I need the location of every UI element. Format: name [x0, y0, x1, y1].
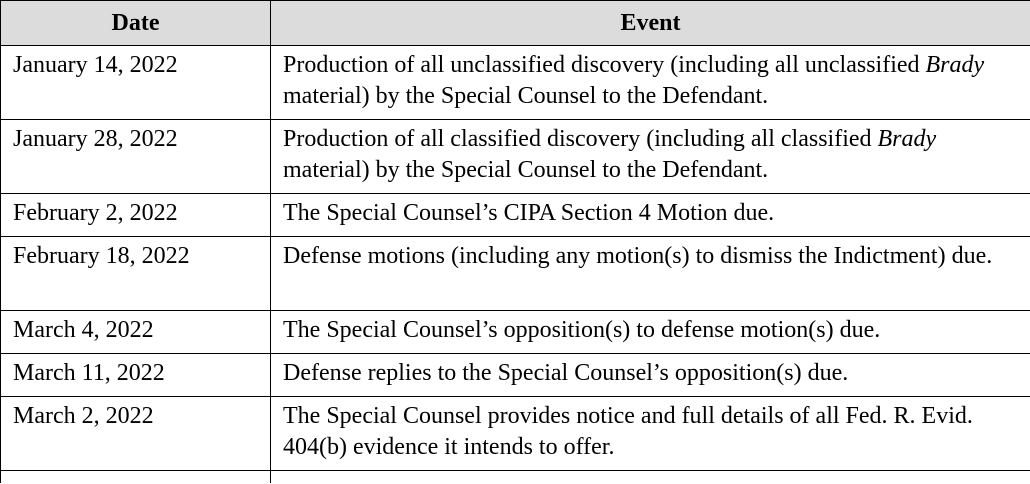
table-row [1, 311, 1030, 354]
event-column-header: Event [271, 1, 1030, 46]
table-row [1, 194, 1030, 237]
case-name-italic: Brady [925, 52, 985, 78]
table-body [1, 46, 1030, 484]
table-row [1, 237, 1030, 311]
event-text: material) by the Special Counsel to the Defendant. [283, 157, 769, 183]
table-row [1, 354, 1030, 397]
date-cell: March 11, 2022 [1, 354, 271, 397]
event-text: Production of all unclassified discovery (including all unclassified [283, 52, 926, 78]
event-cell [271, 120, 1030, 194]
event-cell: The Special Counsel provides notice and full details of all Fed. R. Evid. 404(b) evidence it intends to offer. [271, 397, 1030, 471]
date-cell: March 4, 2022 [1, 311, 271, 354]
event-cell: Defense replies to the Special Counsel’s opposition(s) due. [271, 354, 1030, 397]
header-row [1, 1, 1030, 46]
event-cell: The Special Counsel’s opposition(s) to defense motion(s) due. [271, 311, 1030, 354]
date-column-header: Date [1, 1, 271, 46]
date-cell: January 28, 2022 [1, 120, 271, 194]
table-header [1, 1, 1030, 46]
event-text: Production of all classified discovery (including all classified [283, 126, 878, 152]
event-cell [271, 46, 1030, 120]
date-cell: February 2, 2022 [1, 194, 271, 237]
date-cell: February 18, 2022 [1, 237, 271, 311]
table-row [1, 46, 1030, 120]
event-cell-partial [271, 471, 1030, 484]
date-cell-partial [1, 471, 271, 484]
date-cell: January 14, 2022 [1, 46, 271, 120]
case-name-italic: Brady [877, 126, 937, 152]
table-row-partial [1, 471, 1030, 484]
event-text: material) by the Special Counsel to the Defendant. [283, 83, 769, 109]
event-cell: The Special Counsel’s CIPA Section 4 Motion due. [271, 194, 1030, 237]
date-cell: March 2, 2022 [1, 397, 271, 471]
event-cell: Defense motions (including any motion(s) to dismiss the Indictment) due. [271, 237, 1030, 311]
table-row [1, 120, 1030, 194]
table-row [1, 397, 1030, 471]
